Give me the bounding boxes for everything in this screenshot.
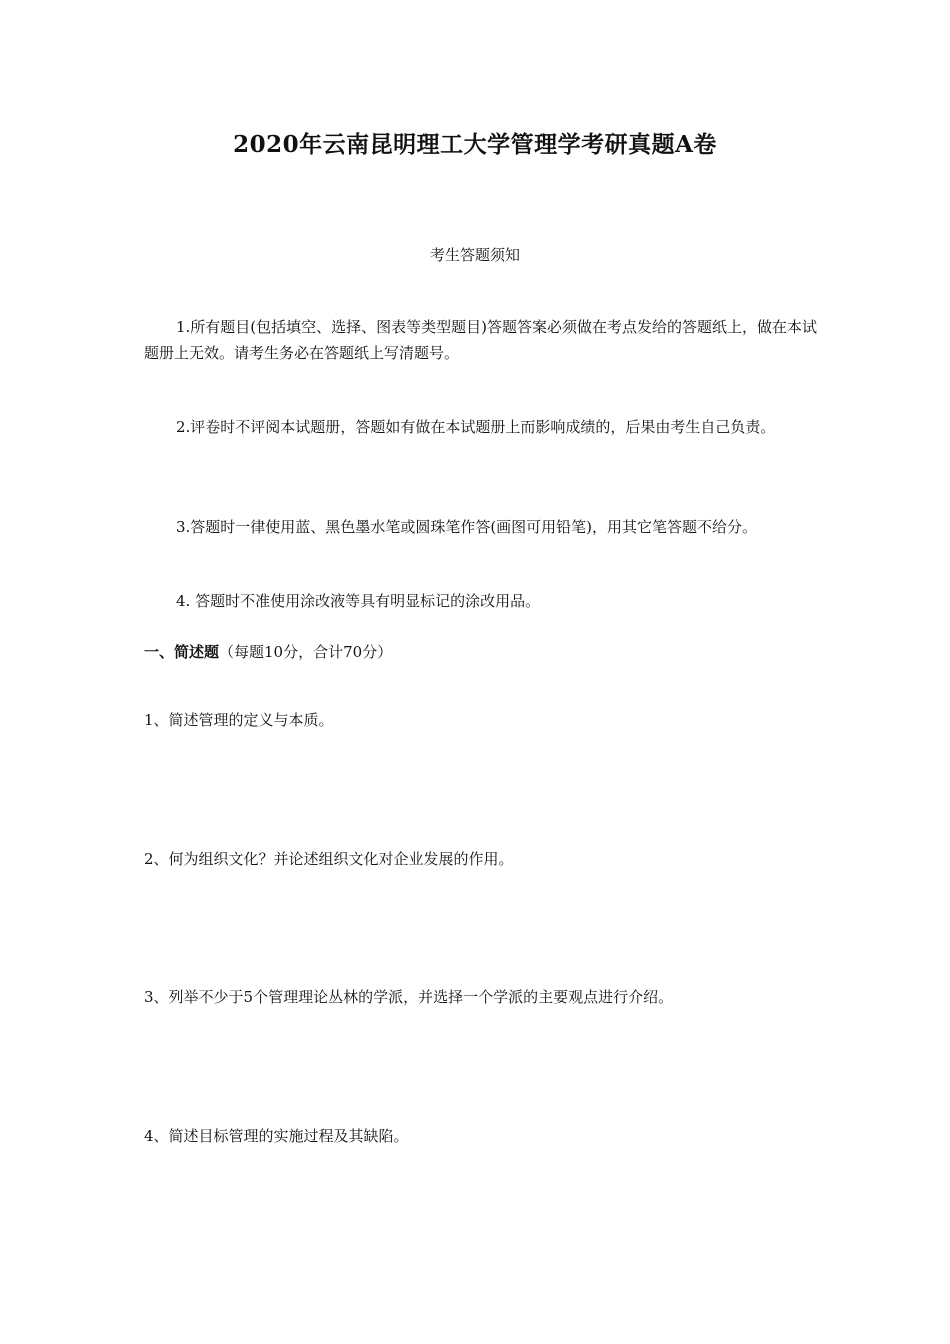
section-note: （每题10分，合计70分） (219, 643, 393, 661)
question-3: 3、列举不少于5个管理理论丛林的学派，并选择一个学派的主要观点进行介绍。 (144, 988, 674, 1006)
page-title: 2020年云南昆明理工大学管理学考研真题A卷 (233, 131, 717, 158)
notice-item-1: 1.所有题目(包括填空、选择、图表等类型题目)答题答案必须做在考点发给的答题纸上，做在本试题册上无效。请考生务必在答题纸上写清题号。 (144, 318, 818, 362)
notice-item-4: 4. 答题时不准使用涂改液等具有明显标记的涂改用品。 (176, 592, 541, 610)
question-1: 1、简述管理的定义与本质。 (144, 711, 334, 729)
notice-item-3: 3.答题时一律使用蓝、黑色墨水笔或圆珠笔作答(画图可用铅笔)，用其它笔答题不给分。 (176, 518, 758, 536)
notice-item-2: 2.评卷时不评阅本试题册，答题如有做在本试题册上而影响成绩的，后果由考生自己负责。 (176, 418, 776, 436)
section-label: 一、简述题 (144, 643, 220, 661)
question-4: 4、简述目标管理的实施过程及其缺陷。 (144, 1127, 409, 1145)
notice-heading: 考生答题须知 (429, 246, 520, 264)
section-heading (144, 641, 392, 663)
question-2: 2、何为组织文化？并论述组织文化对企业发展的作用。 (144, 850, 514, 868)
